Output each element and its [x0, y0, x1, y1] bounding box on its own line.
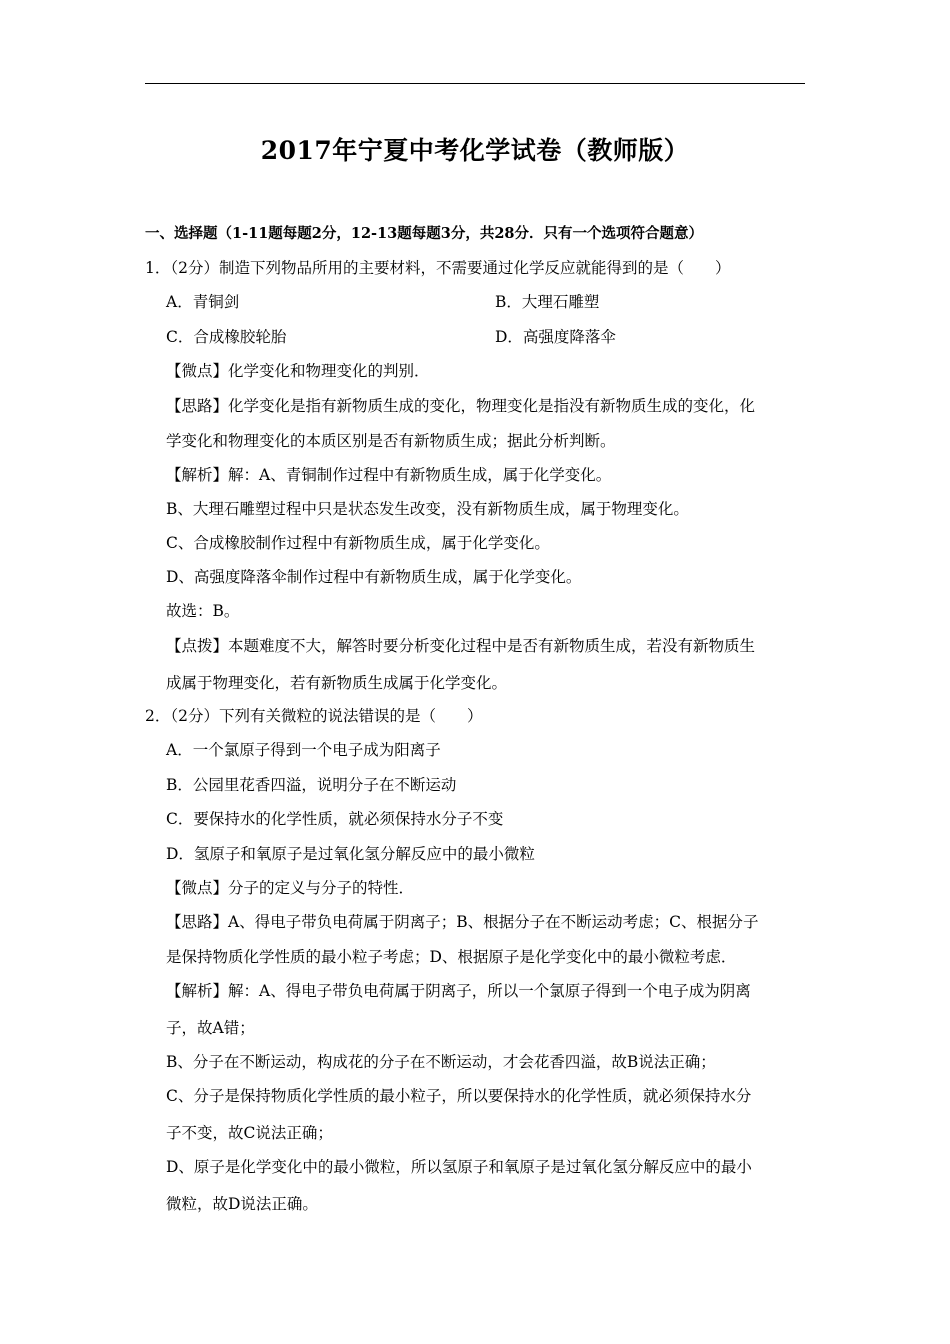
q2-option-d: D．氢原子和氧原子是过氧化氢分解反应中的最小微粒 — [166, 845, 535, 863]
q2-option-b: B．公园里花香四溢，说明分子在不断运动 — [166, 776, 457, 794]
q1-stem: 1．（2分）制造下列物品所用的主要材料，不需要通过化学反应就能得到的是（ ） — [145, 259, 731, 277]
q2-jiexi-line: 【解析】解：A、得电子带负电荷属于阴离子，所以一个氯原子得到一个电子成为阴离 — [166, 982, 751, 1000]
q1-silu-line: 学变化和物理变化的本质区别是否有新物质生成；据此分析判断。 — [166, 432, 616, 450]
q1-option-b: B．大理石雕塑 — [495, 293, 600, 311]
q2-silu-line: 【思路】A、得电子带负电荷属于阴离子；B、根据分子在不断运动考虑；C、根据分子 — [166, 913, 759, 931]
q1-answer: 故选：B。 — [166, 602, 240, 620]
q1-dianbo-line: 【点拨】本题难度不大，解答时要分析变化过程中是否有新物质生成，若没有新物质生 — [166, 637, 756, 655]
section-heading: 一、选择题（1-11题每题2分，12-13题每题3分，共28分．只有一个选项符合题意） — [145, 225, 704, 242]
q2-jiexi-line: C、分子是保持物质化学性质的最小粒子，所以要保持水的化学性质，就必须保持水分 — [166, 1087, 752, 1105]
q1-jiexi-line: 【解析】解：A、青铜制作过程中有新物质生成，属于化学变化。 — [166, 466, 612, 484]
q1-option-c: C．合成橡胶轮胎 — [166, 328, 287, 346]
q1-weidian: 【微点】化学变化和物理变化的判别． — [166, 362, 430, 380]
q1-option-a: A．青铜剑 — [166, 293, 240, 311]
q2-jiexi-line: 子不变，故C说法正确； — [166, 1124, 333, 1142]
q1-jiexi-line: D、高强度降落伞制作过程中有新物质生成，属于化学变化。 — [166, 568, 582, 586]
q2-jiexi-line: 子，故A错； — [166, 1019, 255, 1037]
q1-silu-line: 【思路】化学变化是指有新物质生成的变化，物理变化是指没有新物质生成的变化，化 — [166, 397, 756, 415]
q1-option-d: D．高强度降落伞 — [495, 328, 616, 346]
q2-jiexi-line: 微粒，故D说法正确。 — [166, 1195, 318, 1213]
q2-option-a: A．一个氯原子得到一个电子成为阳离子 — [166, 741, 441, 759]
q2-option-c: C．要保持水的化学性质，就必须保持水分子不变 — [166, 810, 504, 828]
header-rule — [145, 83, 805, 84]
q1-jiexi-line: C、合成橡胶制作过程中有新物质生成，属于化学变化。 — [166, 534, 550, 552]
q2-jiexi-line: D、原子是化学变化中的最小微粒，所以氢原子和氧原子是过氧化氢分解反应中的最小 — [166, 1158, 752, 1176]
q2-weidian: 【微点】分子的定义与分子的特性． — [166, 879, 415, 897]
q2-jiexi-line: B、分子在不断运动，构成花的分子在不断运动，才会花香四溢，故B说法正确； — [166, 1053, 716, 1071]
q1-jiexi-line: B、大理石雕塑过程中只是状态发生改变，没有新物质生成，属于物理变化。 — [166, 500, 689, 518]
q1-dianbo-line: 成属于物理变化，若有新物质生成属于化学变化。 — [166, 674, 508, 692]
q2-silu-line: 是保持物质化学性质的最小粒子考虑；D、根据原子是化学变化中的最小微粒考虑． — [166, 948, 737, 966]
page-title: 2017年宁夏中考化学试卷（教师版） — [260, 136, 690, 165]
q2-stem: 2．（2分）下列有关微粒的说法错误的是（ ） — [145, 707, 483, 725]
